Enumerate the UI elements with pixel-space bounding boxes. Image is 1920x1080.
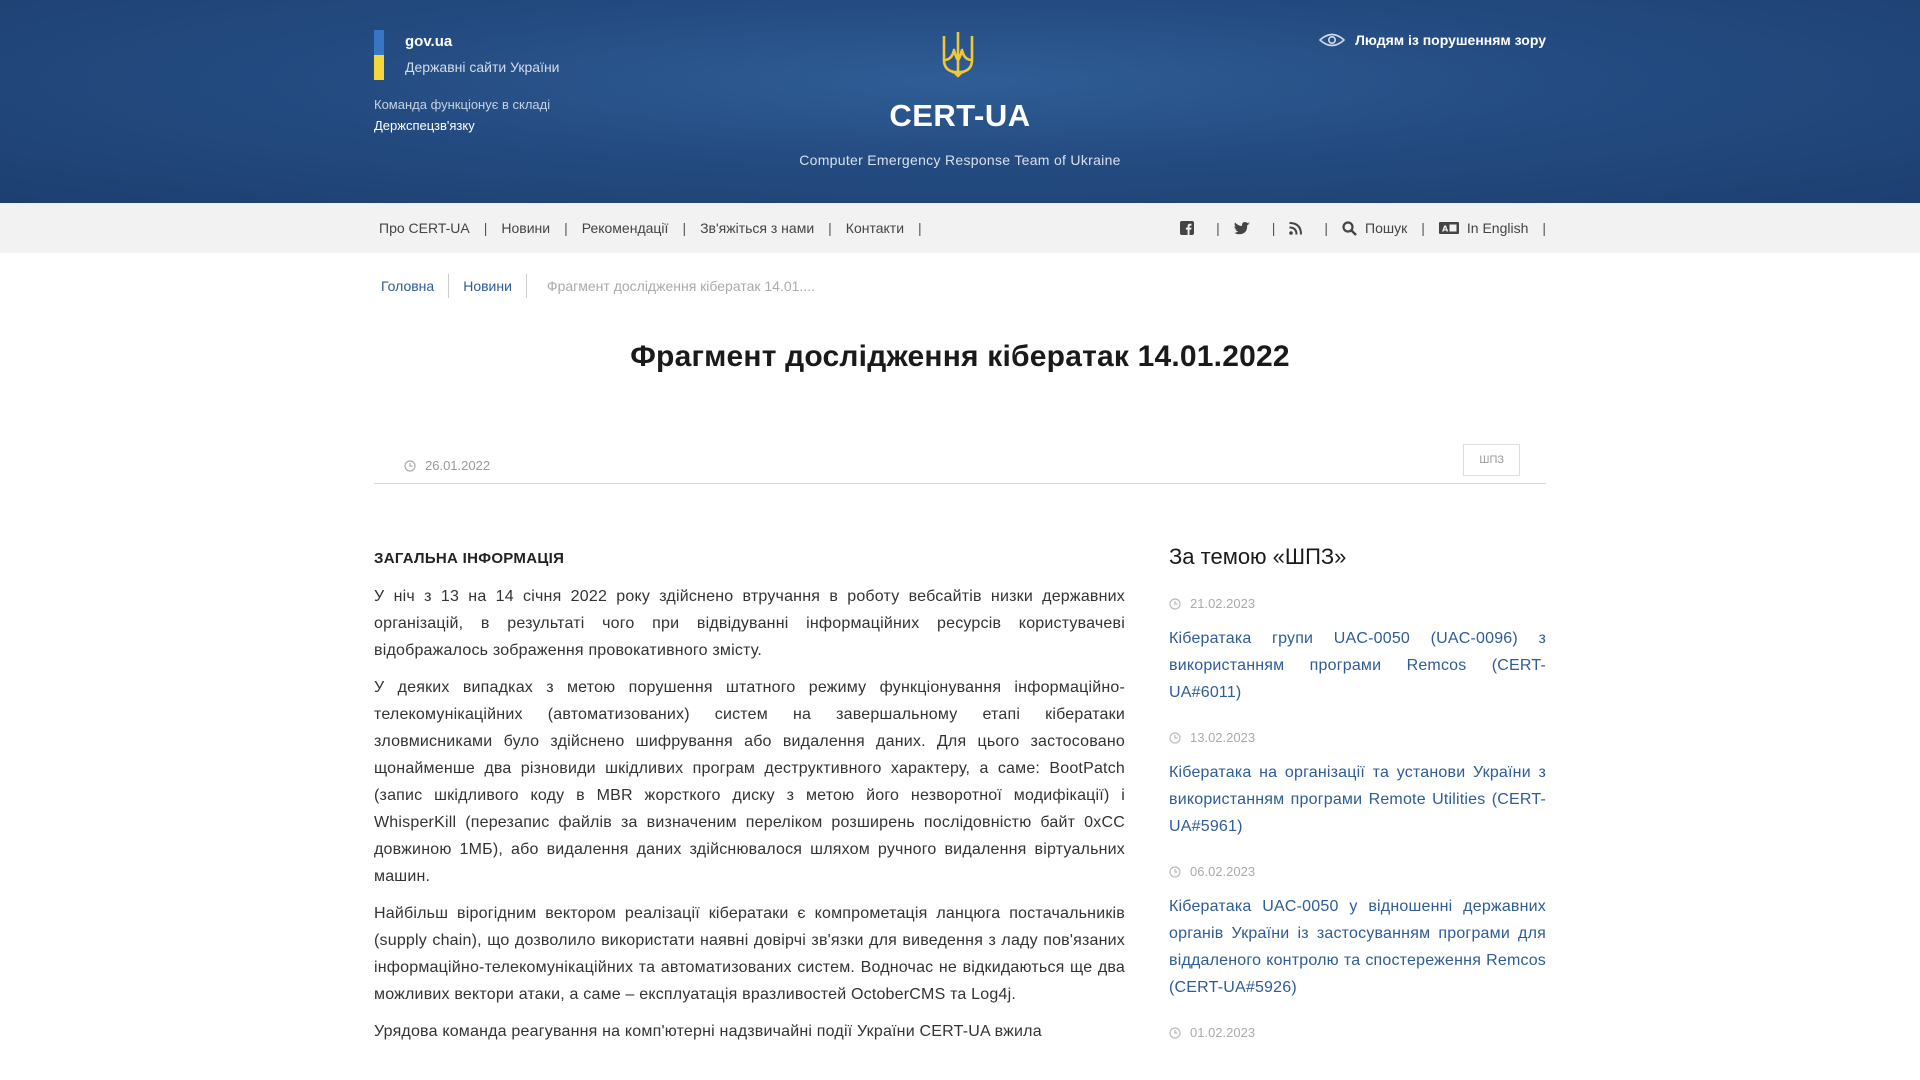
site-header [0, 0, 1920, 203]
nav-item-contact-us[interactable]: Зв'яжіться з нами [700, 220, 815, 236]
accessibility-label: Людям із порушенням зору [1355, 32, 1546, 48]
related-link[interactable]: Кібератака групи UAC-0050 (UAC-0096) з використанням програми Remcos (CERT-UA#6011) [1169, 630, 1546, 701]
related-item [1169, 1025, 1546, 1040]
related-link[interactable]: Кібератака UAC-0050 у відношенні державних органів України із застосуванням програми для віддаленого контролю та спостереження Remcos (CERT-UA#5926) [1169, 898, 1546, 996]
search-label: Пошук [1365, 220, 1408, 236]
related-date [1169, 730, 1546, 745]
related-item [1169, 864, 1546, 1001]
related-date-text: 01.02.2023 [1190, 1025, 1256, 1040]
article-paragraph: У ніч з 13 на 14 січня 2022 року здійснено втручання в роботу вебсайтів низки державних організацій, в результаті чого при відвідуванні інформаційних ресурсів користувачеві відображалось зображення провокативного змісту. [374, 588, 1125, 659]
nav-item-contacts[interactable]: Контакти [845, 220, 905, 236]
trident-logo-icon[interactable] [940, 30, 976, 80]
search-button[interactable] [1328, 220, 1421, 236]
language-icon [1439, 222, 1459, 234]
section-heading: ЗАГАЛЬНА ІНФОРМАЦІЯ [374, 550, 565, 567]
accessibility-button[interactable] [1319, 32, 1546, 48]
breadcrumb [374, 253, 1546, 319]
page-title: Фрагмент дослідження кібератак 14.01.2022 [630, 340, 1290, 373]
related-heading: За темою «ШПЗ» [1169, 544, 1347, 569]
facebook-link[interactable] [1166, 221, 1216, 235]
breadcrumb-news[interactable]: Новини [449, 274, 527, 298]
facebook-icon [1180, 221, 1194, 235]
clock-icon [1169, 598, 1181, 610]
related-item [1169, 596, 1546, 706]
related-date [1169, 1025, 1546, 1040]
related-link[interactable]: Кібератака на організації та установи України з використанням програми Remote Utilities (CERT-UA#5961) [1169, 764, 1546, 835]
dsszzi-link[interactable]: Держспецзв'язку [374, 118, 475, 133]
article-tag[interactable]: ШПЗ [1463, 444, 1520, 476]
site-subtitle: Computer Emergency Response Team of Ukraine [799, 152, 1121, 168]
rss-link[interactable] [1275, 222, 1324, 235]
clock-icon [1169, 732, 1181, 744]
related-sidebar [1169, 544, 1546, 1064]
article-paragraph: У деяких випадках з метою порушення штатного режиму функціонування інформаційно-телекомунікаційних (автоматизованих) систем на завершальному етапі кібератаки зловмисниками було здійснено шифрування або видалення даних. Для цього застосовано щонайменше два різновиди шкідливих програм деструктивного характеру, а саме: BootPatch (запис шкідливого коду в MBR жорсткого диску з метою його незворотної модифікації) і WhisperKill (перезапис файлів за визначеним переліком розширень послідовністю байт 0xCC довжиною 1МБ), або видалення даних здійснювалося шляхом ручного видалення віртуальних машин. [374, 679, 1125, 885]
eye-icon [1319, 33, 1345, 47]
article-paragraph: Урядова команда реагування на комп'ютерні надзвичайні події України CERT-UA вжила [374, 1023, 1042, 1040]
ukraine-flag-icon [374, 30, 384, 80]
breadcrumb-current: Фрагмент дослідження кібератак 14.01.... [546, 278, 815, 294]
nav-item-news[interactable]: Новини [501, 220, 551, 236]
site-title[interactable]: CERT-UA [889, 98, 1031, 133]
related-date-text: 13.02.2023 [1190, 730, 1256, 745]
breadcrumb-home[interactable]: Головна [376, 274, 449, 298]
search-icon [1342, 221, 1357, 236]
svg-text:A: A [1441, 224, 1449, 234]
related-date [1169, 596, 1546, 611]
rss-icon [1289, 222, 1302, 235]
clock-icon [404, 460, 416, 472]
main-nav: Про CERT-UA | Новини | Рекомендації | Зв'яжіться з нами | Контакти | | | | Пошук | A In English | [0, 203, 1920, 253]
related-date [1169, 864, 1546, 879]
article-paragraph: Найбільш вірогідним вектором реалізації кібератаки є компрометація ланцюга постачальників (supply chain), що дозволило використати наявні довірчі зв'язки для виведення з ладу пов'язаних інформаційно-телекомунікаційних та автоматизованих систем. Водночас не відкидаються ще два можливих вектори атаки, а саме – експлуатація вразливостей OctoberCMS та Log4j. [374, 905, 1125, 1003]
english-label: In English [1466, 220, 1529, 236]
related-date-text: 06.02.2023 [1190, 864, 1256, 879]
nav-item-about[interactable]: Про CERT-UA [379, 220, 470, 236]
team-note-text: Команда функціонує в складі [374, 97, 551, 112]
article-meta [374, 374, 1546, 484]
twitter-link[interactable] [1220, 222, 1272, 235]
clock-icon [1169, 1027, 1181, 1039]
clock-icon [1169, 866, 1181, 878]
related-item [1169, 730, 1546, 840]
english-link[interactable] [1425, 220, 1542, 236]
article-date-text: 26.01.2022 [425, 458, 491, 473]
article-date [404, 458, 490, 473]
twitter-icon [1234, 222, 1250, 235]
govua-subtitle: Державні сайти України [405, 59, 560, 75]
article-body [374, 550, 1125, 1055]
related-date-text: 21.02.2023 [1190, 596, 1256, 611]
nav-item-recommendations[interactable]: Рекомендації [581, 220, 669, 236]
govua-title: gov.ua [405, 33, 453, 50]
